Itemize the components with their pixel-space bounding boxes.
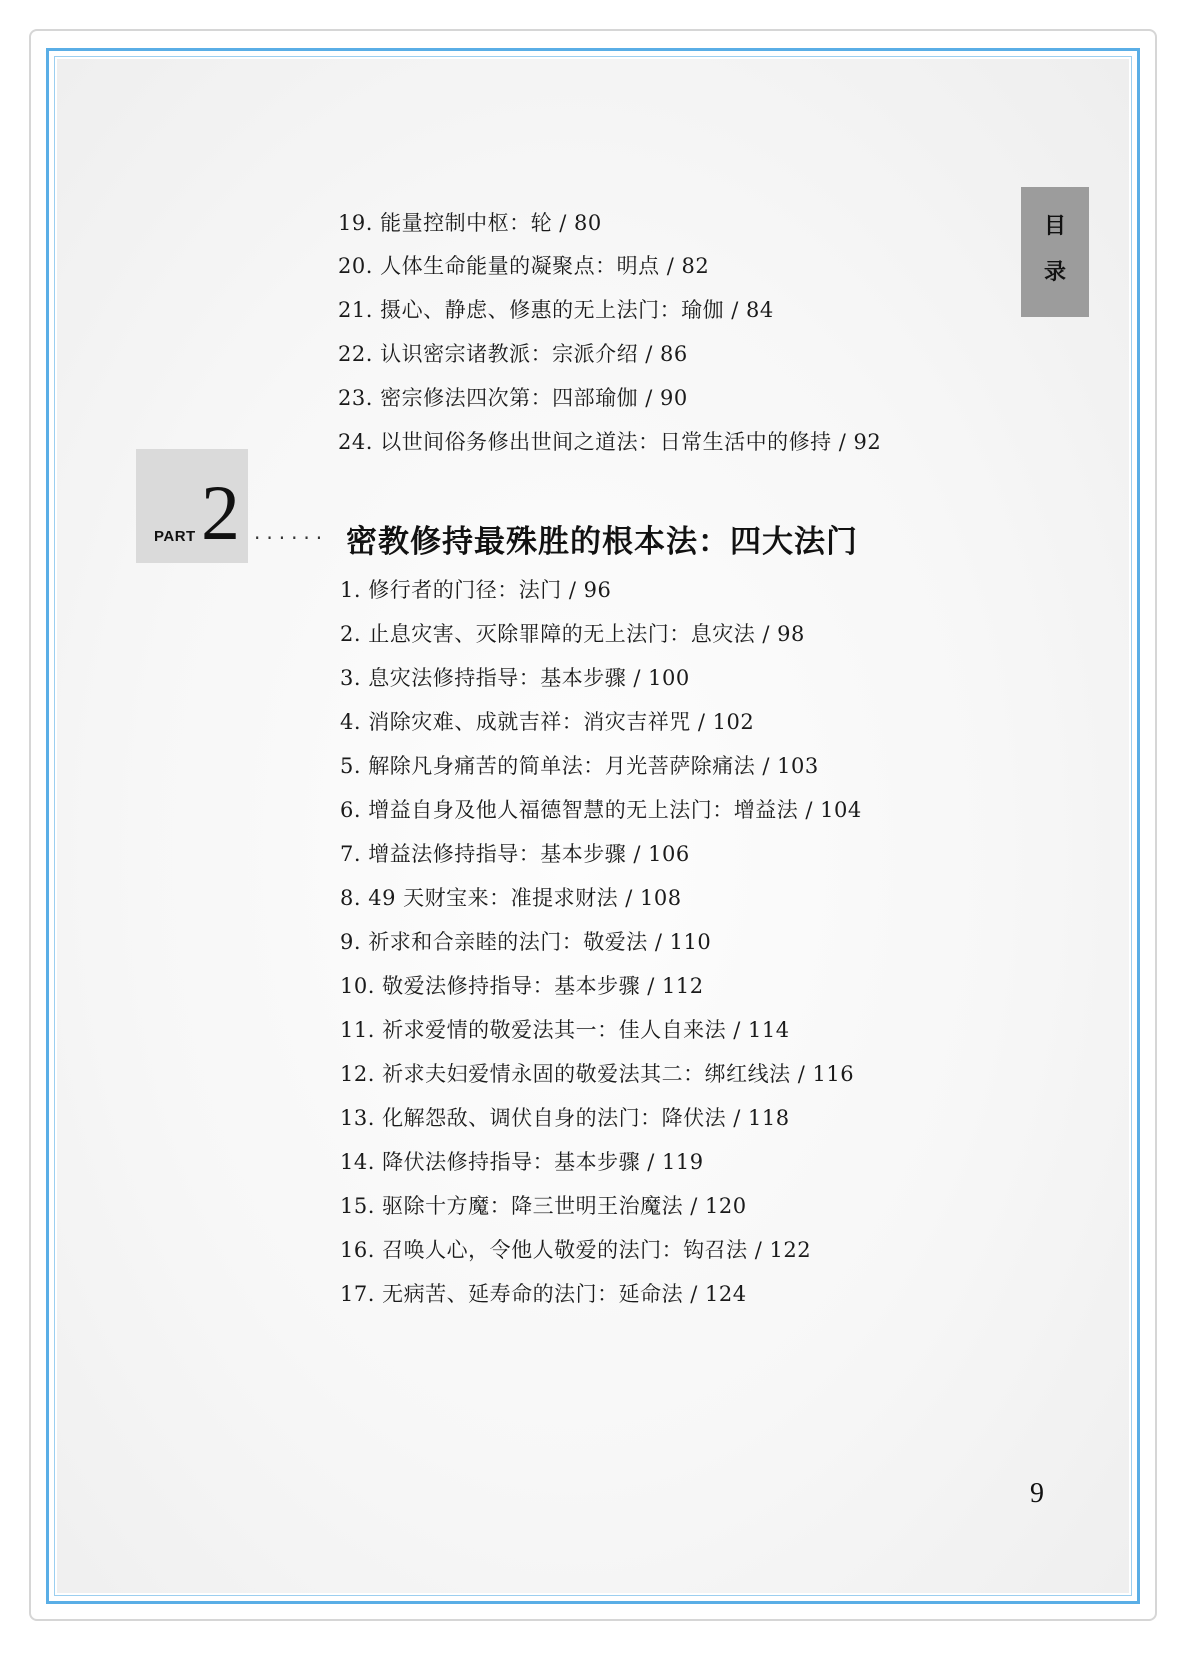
toc-entry: 12. 祈求夫妇爱情永固的敬爱法其二：绑红线法 / 116 — [340, 1062, 855, 1086]
toc-side-tab — [1021, 187, 1089, 317]
toc-entry: 10. 敬爱法修持指导：基本步骤 / 112 — [340, 974, 704, 998]
toc-entry: 20. 人体生命能量的凝聚点：明点 / 82 — [338, 254, 710, 278]
toc-entry: 23. 密宗修法四次第：四部瑜伽 / 90 — [338, 386, 688, 410]
toc-entry: 13. 化解怨敌、调伏自身的法门：降伏法 / 118 — [340, 1106, 790, 1130]
part-number: 2 — [201, 469, 240, 556]
toc-entry: 3. 息灾法修持指导：基本步骤 / 100 — [340, 666, 690, 690]
side-tab-char-2: 录 — [1043, 259, 1066, 285]
toc-entry: 17. 无病苦、延寿命的法门：延命法 / 124 — [340, 1282, 747, 1306]
toc-entry: 19. 能量控制中枢：轮 / 80 — [338, 211, 602, 235]
toc-entry: 9. 祈求和合亲睦的法门：敬爱法 / 110 — [340, 930, 712, 954]
toc-entry: 5. 解除凡身痛苦的简单法：月光菩萨除痛法 / 103 — [340, 754, 819, 778]
part-label: PART — [154, 528, 196, 545]
toc-entry: 4. 消除灾难、成就吉祥：消灾吉祥咒 / 102 — [340, 710, 755, 734]
toc-entry: 7. 增益法修持指导：基本步骤 / 106 — [340, 842, 690, 866]
toc-entry: 15. 驱除十方魔：降三世明王治魔法 / 120 — [340, 1194, 747, 1218]
toc-entry: 2. 止息灾害、灭除罪障的无上法门：息灾法 / 98 — [340, 622, 805, 646]
toc-entry: 22. 认识密宗诸教派：宗派介绍 / 86 — [338, 342, 688, 366]
page-number: 9 — [1030, 1478, 1044, 1509]
toc-entry: 16. 召唤人心，令他人敬爱的法门：钩召法 / 122 — [340, 1238, 812, 1262]
leader-dots: ...... — [254, 520, 329, 544]
toc-entry: 14. 降伏法修持指导：基本步骤 / 119 — [340, 1150, 704, 1174]
toc-entry: 8. 49 天财宝来：准提求财法 / 108 — [340, 886, 682, 910]
side-tab-char-1: 目 — [1043, 213, 1066, 239]
toc-entry: 21. 摄心、静虑、修惠的无上法门：瑜伽 / 84 — [338, 298, 774, 322]
book-page — [57, 59, 1129, 1593]
toc-entry: 11. 祈求爱情的敬爱法其一：佳人自来法 / 114 — [340, 1018, 790, 1042]
toc-entry: 1. 修行者的门径：法门 / 96 — [340, 578, 612, 602]
toc-entry: 6. 增益自身及他人福德智慧的无上法门：增益法 / 104 — [340, 798, 862, 822]
part-title: 密教修持最殊胜的根本法：四大法门 — [346, 524, 858, 560]
toc-entry: 24. 以世间俗务修出世间之道法：日常生活中的修持 / 92 — [338, 430, 882, 454]
